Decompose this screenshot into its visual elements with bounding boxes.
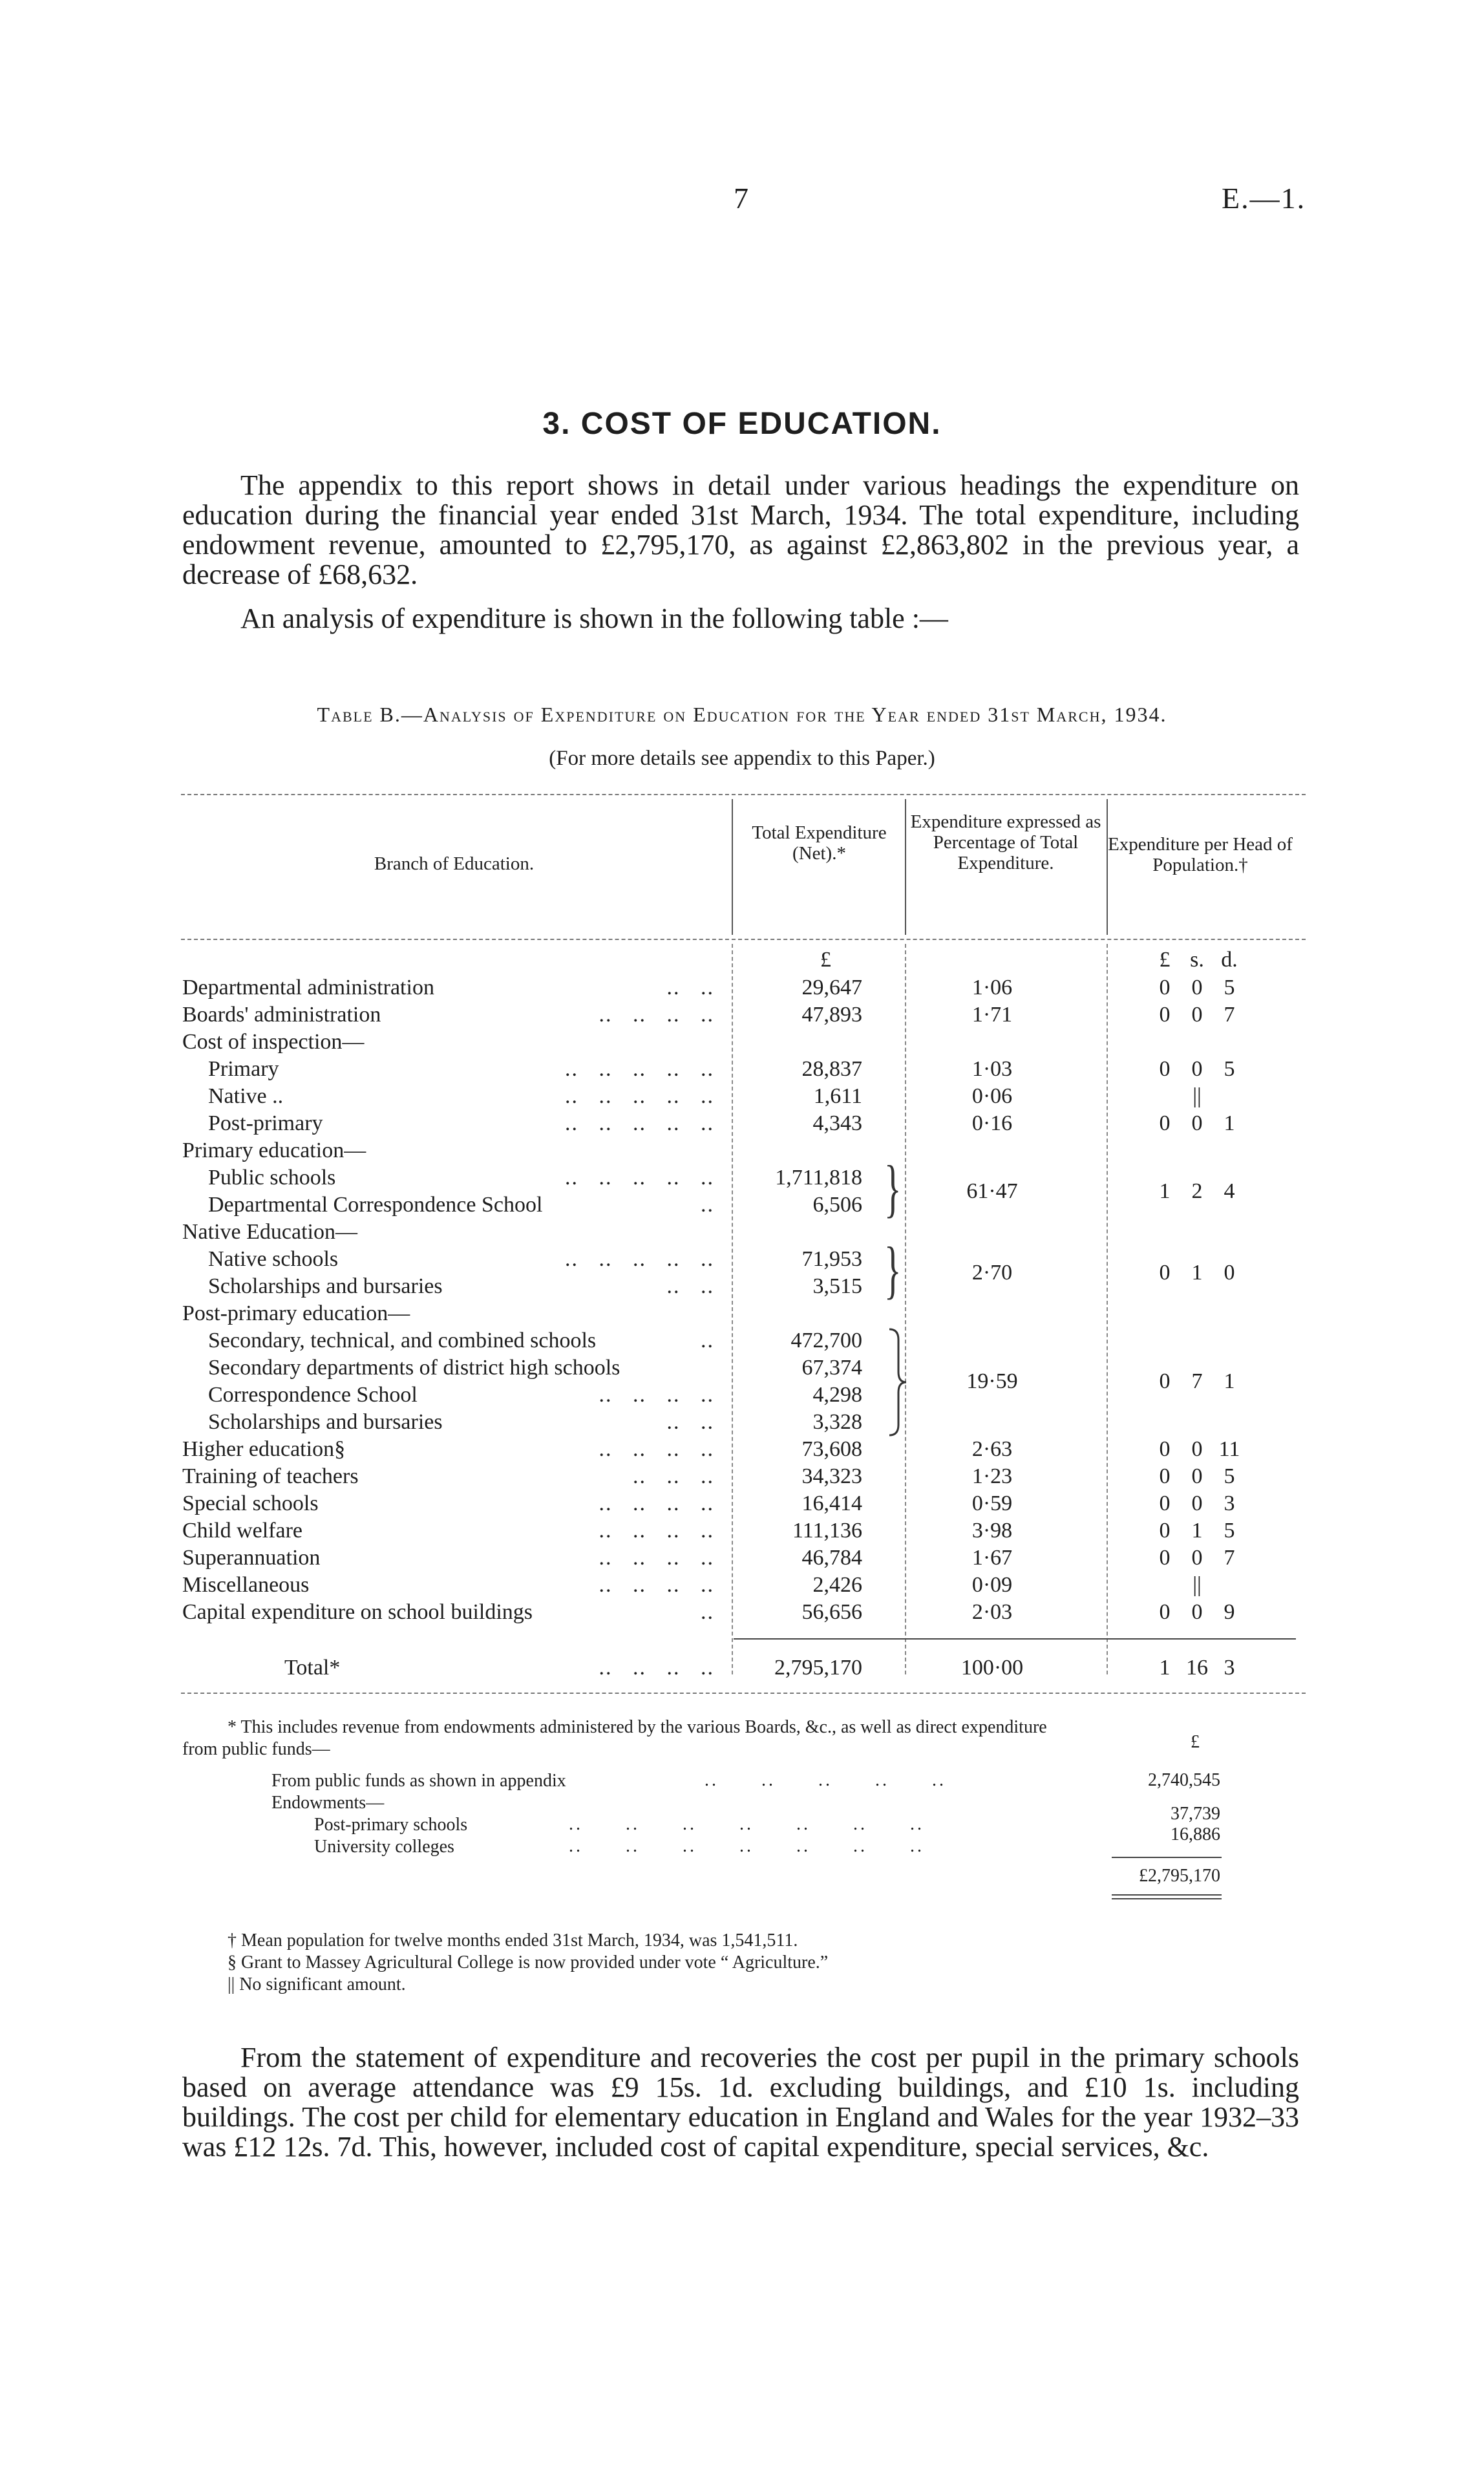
- row-total: 3,515: [812, 1274, 862, 1298]
- page-number: 7: [734, 182, 748, 215]
- row-label: Correspondence School: [208, 1383, 418, 1407]
- row-shillings: 0: [1191, 1111, 1203, 1135]
- footnote-parallel: || No significant amount.: [228, 1974, 406, 1994]
- row-percentage: 0·09: [971, 1573, 1013, 1597]
- public-funds-value: 2,740,545: [1148, 1770, 1220, 1790]
- no-significant-mark: ||: [1192, 1084, 1202, 1108]
- header-branch: Branch of Education.: [374, 853, 535, 874]
- intro-paragraph-text: The appendix to this report shows in detail under various headings the expenditure on education during the financial year ended 31st March, 1934. The total expenditure, including endowment revenue, amounted to £2,795,170, as against £2,863,802 in the previous year, a decrease of £68,632.: [182, 469, 1299, 590]
- unit-total-pound: £: [820, 948, 831, 972]
- row-pounds: 0: [1159, 1519, 1171, 1543]
- row-percentage: 0·16: [971, 1111, 1013, 1135]
- row-pounds: 0: [1159, 976, 1171, 999]
- row-percentage: 0·06: [971, 1084, 1013, 1108]
- leader-dots: .. .. .. ..: [599, 1491, 714, 1515]
- row-total: 56,656: [801, 1600, 862, 1624]
- post-primary-value: 37,739: [1171, 1804, 1220, 1824]
- header-percentage: Expenditure expressed as Percentage of Total Expenditure.: [910, 811, 1101, 873]
- leader-dots: .. .. .. .. .. .. ..: [569, 1836, 924, 1856]
- table-header-rule: [181, 939, 1306, 940]
- row-percentage: 1·71: [971, 1003, 1013, 1027]
- row-label: Special schools: [182, 1491, 319, 1515]
- page-reference: E.—1.: [1222, 182, 1306, 215]
- footnote-section: § Grant to Massey Agricultural College is now provided under vote “ Agriculture.”: [228, 1952, 829, 1972]
- row-label: Scholarships and bursaries: [208, 1274, 443, 1298]
- group-pounds: 0: [1159, 1369, 1171, 1393]
- group-pence: 4: [1224, 1179, 1235, 1203]
- row-pence: 5: [1224, 976, 1235, 999]
- group-row-native: [0, 1260, 1484, 1286]
- table-row: [0, 1084, 1484, 1109]
- row-label: Secondary departments of district high schools: [208, 1356, 620, 1380]
- row-pence: 7: [1224, 1546, 1235, 1570]
- table-row: [0, 1518, 1484, 1544]
- row-percentage: 1·03: [971, 1057, 1013, 1081]
- row-total: 73,608: [801, 1437, 862, 1461]
- leader-dots: .. ..: [666, 1274, 714, 1298]
- col-divider-1: [732, 799, 733, 935]
- row-percentage: 1·67: [971, 1546, 1013, 1570]
- sum-double-rule-1: [1112, 1894, 1222, 1896]
- row-shillings: 0: [1191, 1546, 1203, 1570]
- table-caption: Table B.—Analysis of Expenditure on Education for the Year ended 31st March, 1934.: [317, 703, 1167, 726]
- table-row: [0, 1545, 1484, 1571]
- row-shillings: 0: [1191, 976, 1203, 999]
- row-label: Public schools: [208, 1166, 336, 1190]
- row-total: 1,711,818: [775, 1166, 862, 1190]
- row-percentage: 3·98: [971, 1519, 1013, 1543]
- row-shillings: 0: [1191, 1003, 1203, 1027]
- university-value: 16,886: [1171, 1824, 1220, 1844]
- total-value: 2,795,170: [774, 1656, 862, 1680]
- row-pounds: 0: [1159, 1003, 1171, 1027]
- footnote-pound-sign: £: [1191, 1732, 1200, 1752]
- row-total: 4,343: [812, 1111, 862, 1135]
- row-percentage: 0·59: [971, 1491, 1013, 1515]
- row-total: 111,136: [792, 1519, 862, 1543]
- row-label: Departmental Correspondence School: [208, 1193, 543, 1217]
- row-label: Scholarships and bursaries: [208, 1410, 443, 1434]
- row-label: Post-primary education—: [182, 1301, 410, 1325]
- row-percentage: 1·23: [971, 1464, 1013, 1488]
- row-total: 71,953: [801, 1247, 862, 1271]
- leader-dots: .. ..: [666, 1410, 714, 1434]
- row-label: Child welfare: [182, 1519, 302, 1543]
- table-row: [0, 1111, 1484, 1137]
- row-pounds: 0: [1159, 1600, 1171, 1624]
- row-pounds: 0: [1159, 1111, 1171, 1135]
- leader-dots: .. .. .. .. ..: [705, 1770, 946, 1790]
- intro-paragraph-2: [182, 604, 1299, 634]
- leader-dots: .. .. ..: [633, 1464, 714, 1488]
- row-total: 34,323: [801, 1464, 862, 1488]
- row-total: 67,374: [801, 1356, 862, 1380]
- group-row-primary: [0, 1179, 1484, 1204]
- leader-dots: .. ..: [666, 976, 714, 999]
- table-row: [0, 1056, 1484, 1082]
- row-label: Secondary, technical, and combined schools: [208, 1329, 597, 1352]
- university-label: University colleges: [314, 1837, 454, 1857]
- group-pounds: 1: [1159, 1179, 1171, 1203]
- row-percentage: 2·63: [971, 1437, 1013, 1461]
- row-label: Training of teachers: [182, 1464, 359, 1488]
- total-rule: [734, 1638, 1296, 1640]
- row-label: Departmental administration: [182, 976, 434, 999]
- leader-dots: .. .. .. ..: [599, 1383, 714, 1407]
- table-row: [0, 975, 1484, 1001]
- row-pence: 9: [1224, 1600, 1235, 1624]
- closing-paragraph: [182, 2043, 1299, 2162]
- row-label: Native ..: [208, 1084, 284, 1108]
- unit-pence: d.: [1221, 948, 1238, 972]
- row-label: Capital expenditure on school buildings: [182, 1600, 533, 1624]
- row-pounds: 0: [1159, 1464, 1171, 1488]
- row-shillings: 1: [1191, 1519, 1203, 1543]
- footnote-star-cont: from public funds—: [182, 1739, 330, 1759]
- row-shillings: 0: [1191, 1600, 1203, 1624]
- leader-dots: .. .. .. .. ..: [565, 1247, 714, 1271]
- group-percentage: 61·47: [966, 1179, 1018, 1203]
- group-shillings: 7: [1191, 1369, 1203, 1393]
- leader-dots: .. .. .. ..: [599, 1003, 714, 1027]
- footnote-star: * This includes revenue from endowments administered by the various Boards, &c., as well as direct expenditure: [228, 1717, 1047, 1737]
- row-pence: 5: [1224, 1464, 1235, 1488]
- group-pence: 1: [1224, 1369, 1235, 1393]
- leader-dots: .. .. .. .. ..: [565, 1166, 714, 1190]
- leader-dots: .. .. .. ..: [599, 1437, 714, 1461]
- row-pounds: 0: [1159, 1437, 1171, 1461]
- table-row: [0, 1464, 1484, 1490]
- leader-dots: .. .. .. ..: [599, 1656, 714, 1680]
- row-pounds: 0: [1159, 1057, 1171, 1081]
- row-label: Primary: [208, 1057, 279, 1081]
- total-shillings: 16: [1186, 1656, 1208, 1680]
- brace-primary: }: [884, 1152, 902, 1224]
- table-row: [0, 1002, 1484, 1028]
- row-label: Post-primary: [208, 1111, 323, 1135]
- row-label: Native Education—: [182, 1220, 357, 1244]
- row-pence: 11: [1218, 1437, 1240, 1461]
- table-top-rule: [181, 794, 1306, 795]
- group-shillings: 2: [1191, 1179, 1203, 1203]
- row-label: Boards' administration: [182, 1003, 381, 1027]
- leader-dots: .. .. .. .. ..: [565, 1084, 714, 1108]
- row-label: Primary education—: [182, 1138, 366, 1162]
- row-shillings: 0: [1191, 1491, 1203, 1515]
- row-pounds: 0: [1159, 1546, 1171, 1570]
- leader-dots: .. .. .. .. ..: [565, 1111, 714, 1135]
- unit-pounds: £: [1159, 948, 1171, 972]
- row-pounds: 0: [1159, 1491, 1171, 1515]
- section-title: 3. COST OF EDUCATION.: [542, 407, 942, 441]
- row-label: Cost of inspection—: [182, 1030, 365, 1054]
- leader-dots: ..: [701, 1329, 714, 1352]
- table-row: [0, 1437, 1484, 1462]
- public-funds-label: From public funds as shown in appendix: [271, 1771, 566, 1791]
- table-row: [0, 1219, 1484, 1245]
- row-label: Higher education§: [182, 1437, 346, 1461]
- leader-dots: .. .. .. ..: [599, 1519, 714, 1543]
- group-row-post-primary: [0, 1369, 1484, 1395]
- sum-double-rule-2: [1112, 1898, 1222, 1899]
- row-shillings: 0: [1191, 1437, 1203, 1461]
- group-percentage: 19·59: [966, 1369, 1018, 1393]
- brace-native: }: [884, 1234, 902, 1305]
- row-total: 2,426: [812, 1573, 862, 1597]
- leader-dots: .. .. .. .. .. .. ..: [569, 1814, 924, 1834]
- header-per-head: Expenditure per Head of Population.†: [1108, 834, 1293, 875]
- row-total: 4,298: [812, 1383, 862, 1407]
- footnote-dagger: † Mean population for twelve months ended 31st March, 1934, was 1,541,511.: [228, 1930, 798, 1951]
- no-significant-mark: ||: [1192, 1573, 1202, 1597]
- leader-dots: .. .. .. .. ..: [565, 1057, 714, 1081]
- sum-rule: [1112, 1857, 1222, 1858]
- intro-paragraph: [182, 471, 1299, 590]
- table-subcaption: (For more details see appendix to this Paper.): [549, 747, 935, 770]
- total-label: Total*: [284, 1656, 341, 1680]
- total-pounds: 1: [1159, 1656, 1171, 1680]
- total-row: [0, 1655, 1484, 1681]
- row-percentage: 2·03: [971, 1600, 1013, 1624]
- row-total: 1,611: [813, 1084, 862, 1108]
- row-total: 6,506: [812, 1193, 862, 1217]
- unit-shillings: s.: [1190, 948, 1204, 972]
- row-percentage: 1·06: [971, 976, 1013, 999]
- table-row: [0, 1599, 1484, 1625]
- leader-dots: ..: [701, 1600, 714, 1624]
- row-pence: 3: [1224, 1491, 1235, 1515]
- leader-dots: .. .. .. ..: [599, 1546, 714, 1570]
- header-total: Total Expenditure (Net).*: [752, 822, 887, 864]
- row-pence: 5: [1224, 1057, 1235, 1081]
- row-shillings: 0: [1191, 1464, 1203, 1488]
- units-row: [0, 947, 1484, 973]
- table-row: [0, 1409, 1484, 1435]
- table-row: [0, 1572, 1484, 1598]
- closing-paragraph-text: From the statement of expenditure and recoveries the cost per pupil in the primary schools based on average attendance was £9 15s. 1d. excluding buildings, and £10 1s. including buildings. The cost per child for elementary education in England and Wales for the year 1932–33 was £12 12s. 7d. This, however, included cost of capital expenditure, special services, &c.: [182, 2042, 1299, 2163]
- group-percentage: 2·70: [971, 1261, 1013, 1285]
- leader-dots: ..: [701, 1193, 714, 1217]
- group-pence: 0: [1224, 1261, 1235, 1285]
- row-pence: 1: [1224, 1111, 1235, 1135]
- row-pence: 7: [1224, 1003, 1235, 1027]
- row-label: Native schools: [208, 1247, 339, 1271]
- row-label: Miscellaneous: [182, 1573, 310, 1597]
- intro-paragraph-2-text: An analysis of expenditure is shown in the following table :—: [240, 603, 948, 634]
- row-total: 29,647: [801, 976, 862, 999]
- row-total: 47,893: [801, 1003, 862, 1027]
- table-row: [0, 1029, 1484, 1055]
- table-row: [0, 1138, 1484, 1164]
- row-total: 472,700: [790, 1329, 862, 1352]
- row-total: 46,784: [801, 1546, 862, 1570]
- sum-value: £2,795,170: [1139, 1866, 1220, 1886]
- row-total: 3,328: [812, 1410, 862, 1434]
- endowments-label: Endowments—: [271, 1793, 385, 1813]
- table-bottom-rule: [181, 1693, 1306, 1694]
- leader-dots: .. .. .. ..: [599, 1573, 714, 1597]
- table-row: [0, 1328, 1484, 1354]
- post-primary-label: Post-primary schools: [314, 1815, 468, 1835]
- group-shillings: 1: [1191, 1261, 1203, 1285]
- row-shillings: 0: [1191, 1057, 1203, 1081]
- total-pence: 3: [1224, 1656, 1235, 1680]
- group-pounds: 0: [1159, 1261, 1171, 1285]
- row-pence: 5: [1224, 1519, 1235, 1543]
- row-label: Superannuation: [182, 1546, 321, 1570]
- table-row: [0, 1301, 1484, 1327]
- row-total: 16,414: [801, 1491, 862, 1515]
- row-total: 28,837: [801, 1057, 862, 1081]
- total-percentage: 100·00: [960, 1656, 1024, 1680]
- table-row: [0, 1491, 1484, 1517]
